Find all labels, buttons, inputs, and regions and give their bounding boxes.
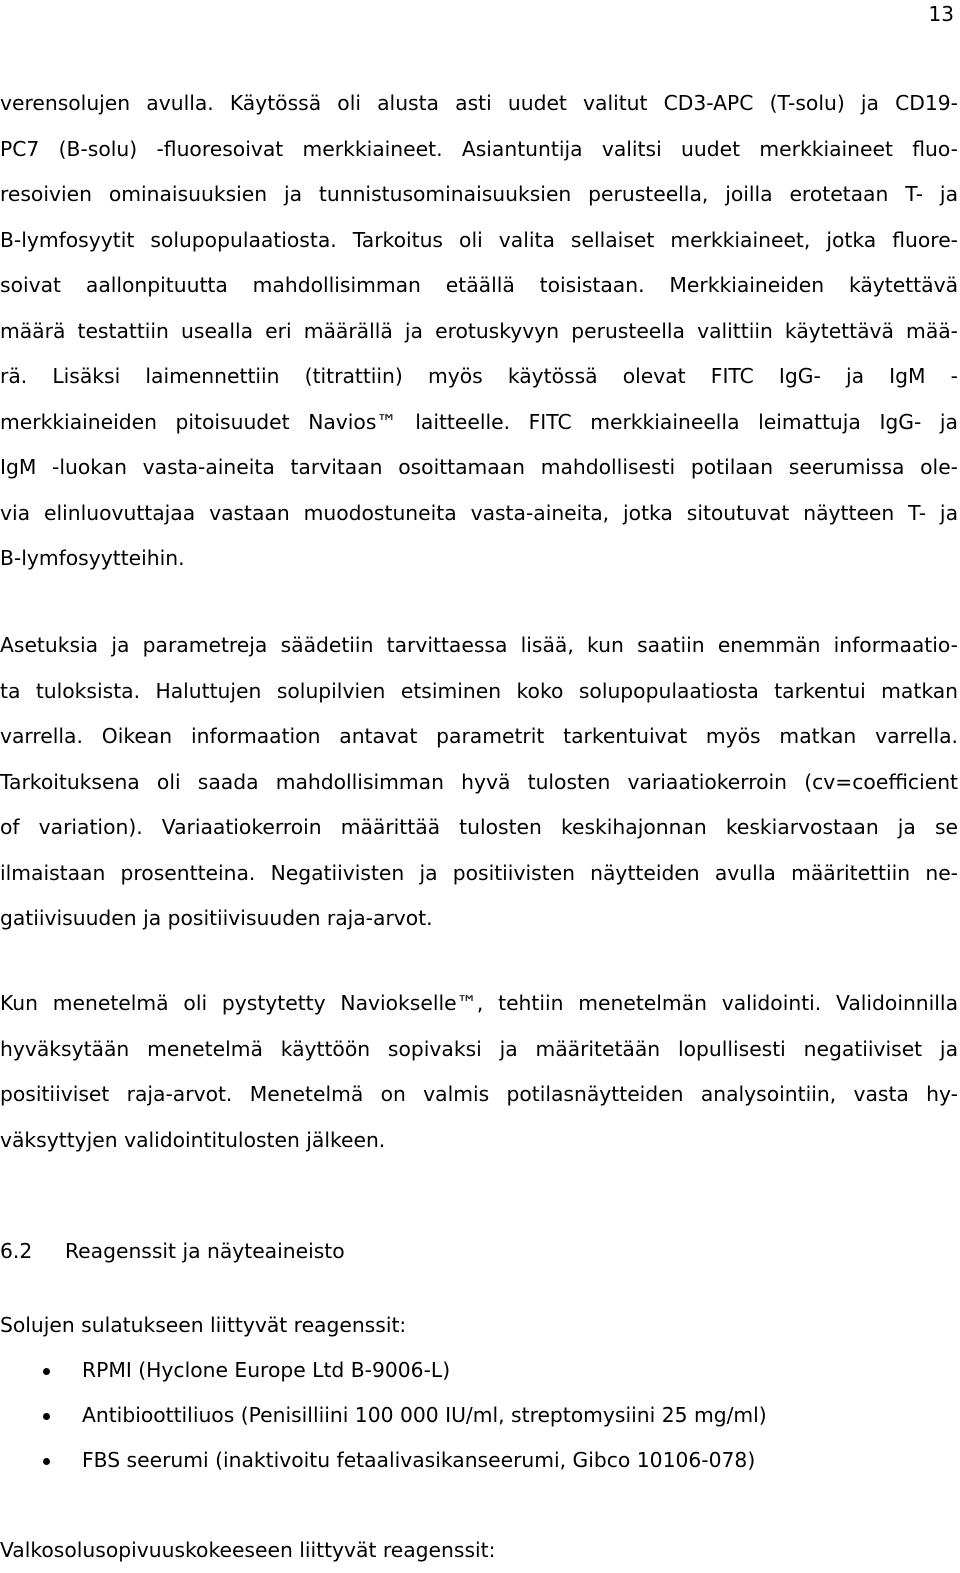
text-line: ilmaistaan prosentteina. Negatiivisten ja positiivisten näytteiden avulla määritettiin ne- — [0, 860, 958, 885]
text-line: väksyttyjen validointitulosten jälkeen. — [0, 1127, 386, 1152]
section-heading — [0, 1229, 345, 1274]
text-line: määrä testattiin usealla eri määrällä ja erotuskyvyn perusteella valittiin käytettävä mää- — [0, 318, 958, 343]
text-line: resoivien ominaisuuksien ja tunnistusominaisuuksien perusteella, joilla erotetaan T- ja — [0, 182, 958, 206]
text-line: B-lymfosyytteihin. — [0, 546, 185, 570]
text-line: Asetuksia ja parametreja säädetiin tarvittaessa lisää, kun saatiin enemmän informaatio- — [0, 633, 958, 657]
list-item-text: RPMI (Hyclone Europe Ltd B-9006-L) — [82, 1358, 451, 1382]
text-line: merkkiaineiden pitoisuudet Navios™ laitteelle. FITC merkkiaineella leimattuja IgG- ja — [0, 409, 958, 434]
text-line: ta tuloksista. Haluttujen solupilvien etsiminen koko solupopulaatiosta tarkentui matkan — [0, 678, 958, 703]
crossmatch-intro: Valkosolusopivuuskokeeseen liittyvät reagenssit: — [0, 1538, 496, 1562]
text-line: soivat aallonpituutta mahdollisimman etäällä toisistaan. Merkkiaineiden käytettävä — [0, 273, 958, 297]
text-line: Tarkoituksena oli saada mahdollisimman hyvä tulosten variaatiokerroin (cv=coefficient — [0, 769, 958, 794]
bullet-icon — [43, 1413, 50, 1420]
text-line: hyväksytään menetelmä käyttöön sopivaksi ja määritetään lopullisesti negatiiviset ja — [0, 1036, 958, 1061]
text-line: positiiviset raja-arvot. Menetelmä on valmis potilasnäytteiden analysointiin, vasta hy- — [0, 1082, 958, 1106]
text-line: varrella. Oikean informaation antavat parametrit tarkentuivat myös matkan varrella. — [0, 724, 958, 748]
text-line: of variation). Variaatiokerroin määrittää tulosten keskihajonnan keskiarvostaan ja se — [0, 815, 958, 839]
text-line: via elinluovuttajaa vastaan muodostuneita vasta-aineita, jotka sitoutuvat näytteen T- ja — [0, 500, 958, 525]
text-line: IgM -luokan vasta-aineita tarvitaan osoittamaan mahdollisesti potilaan seerumissa ole- — [0, 455, 958, 479]
text-line: gatiivisuuden ja positiivisuuden raja-arvot. — [0, 906, 433, 930]
list-item — [0, 1438, 767, 1483]
list-item-text: FBS seerumi (inaktivoitu fetaalivasikanseerumi, Gibco 10106-078) — [82, 1448, 756, 1472]
bullet-icon — [43, 1368, 50, 1375]
section-number: 6.2 — [0, 1239, 33, 1263]
list-item — [0, 1393, 767, 1438]
paragraph-validation — [0, 981, 958, 1163]
list-item — [0, 1348, 767, 1393]
text-line: Kun menetelmä oli pystytetty Naviokselle™, tehtiin menetelmän validointi. Validoinnilla — [0, 991, 958, 1015]
bullet-icon — [43, 1458, 50, 1465]
page-number: 13 — [928, 2, 954, 26]
reagent-list — [0, 1348, 767, 1483]
text-line: rä. Lisäksi laimennettiin (titrattiin) myös käytössä olevat FITC IgG- ja IgM - — [0, 364, 958, 388]
section-title: Reagenssit ja näyteaineisto — [65, 1239, 345, 1263]
list-item-text: Antibioottiliuos (Penisilliini 100 000 IU/ml, streptomysiini 25 mg/ml) — [82, 1403, 767, 1427]
paragraph-markers — [0, 81, 958, 582]
text-line: PC7 (B-solu) -fluoresoivat merkkiaineet. Asiantuntija valitsi uudet merkkiaineet fluo- — [0, 136, 958, 161]
reagents-intro: Solujen sulatukseen liittyvät reagenssit: — [0, 1313, 407, 1337]
text-line: verensolujen avulla. Käytössä oli alusta asti uudet valitut CD3-APC (T-solu) ja CD19- — [0, 91, 958, 115]
paragraph-parameters — [0, 623, 958, 942]
text-line: B-lymfosyytit solupopulaatiosta. Tarkoitus oli valita sellaiset merkkiaineet, jotka fluore- — [0, 227, 958, 252]
